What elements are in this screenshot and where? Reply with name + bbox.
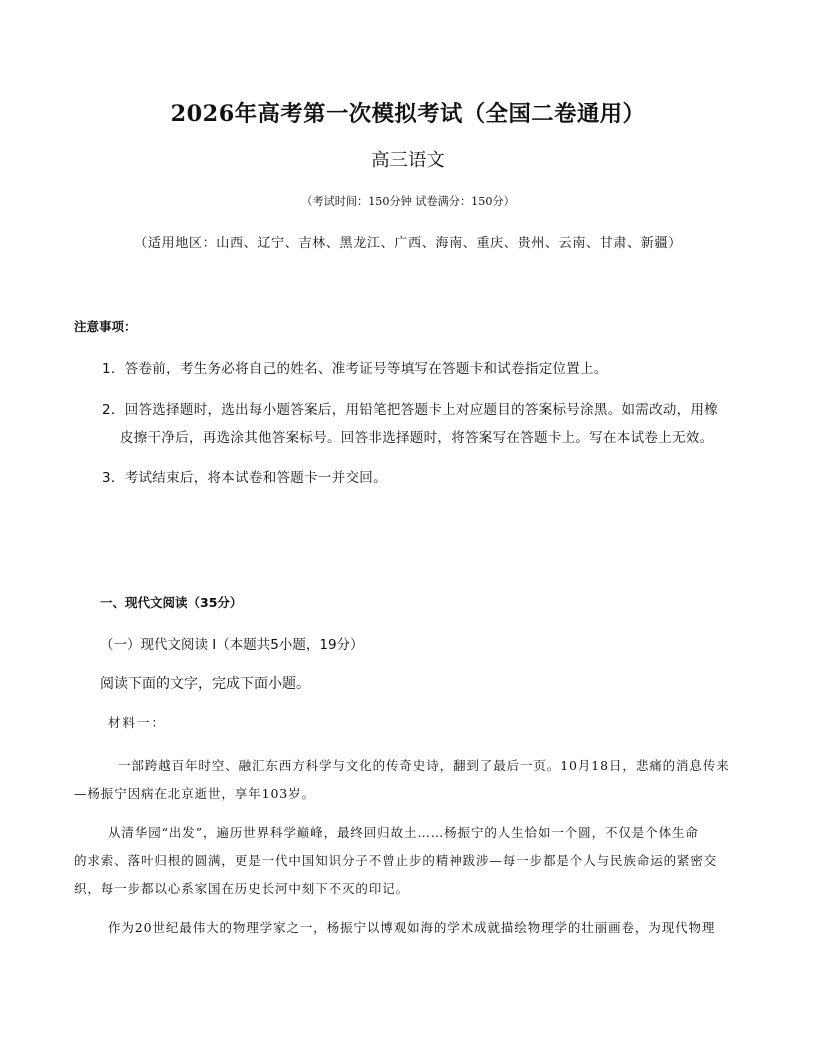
paragraph-3-line-1: 作为20世纪最伟大的物理学家之一，杨振宁以博观如海的学术成就描绘物理学的壮丽画卷，为现代物理 (108, 920, 716, 935)
notice-item-2-line-2: 皮擦干净后，再选涂其他答案标号。回答非选择题时，将答案写在答题卡上。写在本试卷上无效。 (120, 430, 714, 446)
notice-item-2-line-1: 2．回答选择题时，选出每小题答案后，用铅笔把答题卡上对应题目的答案标号涂黑。如需改动，用橡 (102, 402, 719, 418)
section-heading: 一、现代文阅读（35分） (100, 595, 243, 610)
paragraph-1-line-2: —杨振宁因病在北京逝世，享年103岁。 (74, 786, 315, 801)
subsection-heading: （一）现代文阅读 I（本题共5小题，19分） (100, 637, 364, 653)
applicable-regions: （适用地区：山西、辽宁、吉林、黑龙江、广西、海南、重庆、贵州、云南、甘肃、新疆） (134, 236, 682, 251)
exam-subject: 高三语文 (371, 150, 445, 171)
paragraph-2-line-3: 织，每一步都以心系家国在历史长河中刻下不灭的印记。 (74, 881, 410, 896)
notice-item-3: 3．考试结束后，将本试卷和答题卡一并交回。 (102, 470, 387, 486)
reading-instruction: 阅读下面的文字，完成下面小题。 (100, 676, 310, 692)
paragraph-1-line-1: 一部跨越百年时空、融汇东西方科学与文化的传奇史诗，翻到了最后一页。10月18日，悲痛的消息传来 (118, 758, 730, 773)
exam-time-score-info: （考试时间：150分钟 试卷满分：150分） (301, 195, 515, 208)
notice-item-1: 1．答卷前，考生务必将自己的姓名、准考证号等填写在答题卡和试卷指定位置上。 (102, 361, 608, 377)
notice-heading: 注意事项： (74, 319, 137, 334)
exam-title: 2026年高考第一次模拟考试（全国二卷通用） (170, 101, 646, 127)
paragraph-2-line-1: 从清华园“出发”，遍历世界科学巅峰，最终回归故土……杨振宁的人生恰如一个圆，不仅是个体生命 (108, 825, 699, 840)
material-label: 材料一： (108, 715, 167, 730)
paragraph-2-line-2: 的求索、落叶归根的圆满，更是一代中国知识分子不曾止步的精神跋涉—每一步都是个人与民族命运的紧密交 (74, 853, 718, 868)
